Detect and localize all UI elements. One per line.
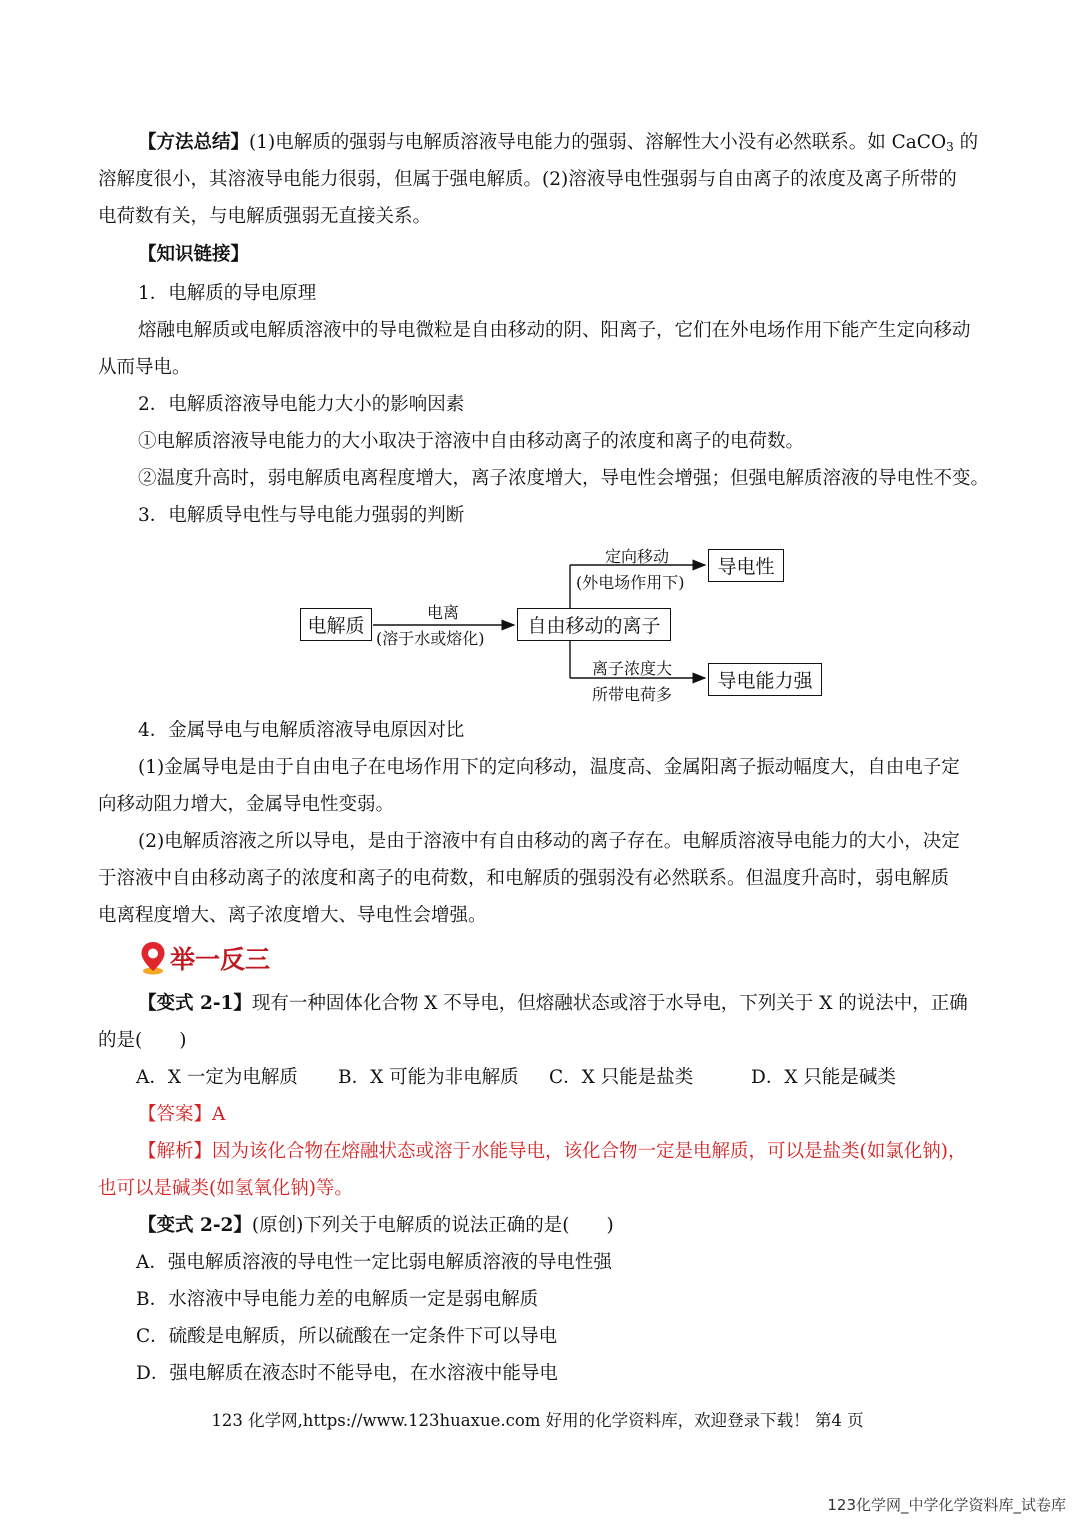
variant-2-1-analysis-2: 也可以是碱类(如氢氧化钠)等。 xyxy=(98,1178,353,1199)
arrow1-top-label: 电离 xyxy=(427,603,460,622)
electrolyte-box: 电解质 xyxy=(300,608,372,641)
knowledge-section-1-text-1: 熔融电解质或电解质溶液中的导电微粒是自由移动的阴、阳离子，它们在外电场作用下能产生定向移动 xyxy=(138,320,971,341)
variant-2-1-question-line-1 xyxy=(138,992,968,1016)
lower-bottom-label: 所带电荷多 xyxy=(592,685,673,704)
conduction-flow-diagram xyxy=(300,540,830,710)
variant-2-2-option-b: B．水溶液中导电能力差的电解质一定是弱电解质 xyxy=(136,1289,539,1310)
method-summary-tag: 【方法总结】 xyxy=(138,132,250,153)
free-ions-box: 自由移动的离子 xyxy=(517,608,671,641)
variant-2-1-option-a: A．X 一定为电解质 xyxy=(136,1067,298,1088)
variant-2-1-question-line-2: 的是( ) xyxy=(98,1030,187,1051)
method-summary-line-3: 电荷数有关，与电解质强弱无直接关系。 xyxy=(98,206,432,227)
caco3-subscript: 3 xyxy=(946,140,954,154)
variant-2-1-option-d: D．X 只能是碱类 xyxy=(751,1067,896,1088)
conductive-ability-box: 导电能力强 xyxy=(708,663,822,696)
knowledge-section-2-item-1: ①电解质溶液导电能力的大小取决于溶液中自由移动离子的浓度和离子的电荷数。 xyxy=(138,431,805,452)
knowledge-section-4-text-2: 向移动阻力增大，金属导电性变弱。 xyxy=(98,794,395,815)
variant-2-2-question xyxy=(138,1214,614,1238)
variant-2-1-option-c: C．X 只能是盐类 xyxy=(549,1067,694,1088)
knowledge-section-4-text-3: (2)电解质溶液之所以导电，是由于溶液中有自由移动的离子存在。电解质溶液导电能力的大小，决定 xyxy=(138,831,960,852)
variant-2-1-option-b: B．X 可能为非电解质 xyxy=(338,1067,519,1088)
knowledge-section-4-text-5: 电离程度增大、离子浓度增大、导电性会增强。 xyxy=(98,905,487,926)
method-summary-text-1: (1)电解质的强弱与电解质溶液导电能力的强弱、溶解性大小没有必然联系。如 CaCO xyxy=(249,132,947,153)
conductivity-box: 导电性 xyxy=(708,549,784,582)
variant-2-2-question-text: (原创)下列关于电解质的说法正确的是( ) xyxy=(251,1215,614,1236)
site-watermark: 123化学网_中学化学资料库_试卷库 xyxy=(827,1496,1066,1514)
upper-bottom-label: (外电场作用下) xyxy=(576,573,685,592)
method-summary-line-1 xyxy=(138,131,978,159)
knowledge-section-2-item-2: ②温度升高时，弱电解质电离程度增大，离子浓度增大，导电性会增强；但强电解质溶液的导电性不变。 xyxy=(138,468,990,489)
arrow1-bottom-label: (溶于水或熔化) xyxy=(376,629,485,648)
knowledge-link-tag: 【知识链接】 xyxy=(138,244,250,265)
page-footer: 123 化学网,https://www.123huaxue.com 好用的化学资料库，欢迎登录下载！ 第4 页 xyxy=(211,1411,864,1430)
section-heading xyxy=(140,940,270,976)
knowledge-section-4-text-1: (1)金属导电是由于自由电子在电场作用下的定向移动，温度高、金属阳离子振动幅度大，自由电子定 xyxy=(138,757,960,778)
variant-2-1-answer: 【答案】A xyxy=(138,1104,226,1125)
knowledge-section-1-text-2: 从而导电。 xyxy=(98,357,191,378)
variant-2-2-option-d: D．强电解质在液态时不能导电，在水溶液中能导电 xyxy=(136,1363,558,1384)
method-summary-line-2: 溶解度很小，其溶液导电能力很弱，但属于强电解质。(2)溶液导电性强弱与自由离子的浓度及离子所带的 xyxy=(98,169,957,190)
variant-2-2-tag: 【变式 2-2】 xyxy=(138,1215,252,1236)
location-pin-icon xyxy=(140,941,166,975)
lower-top-label: 离子浓度大 xyxy=(592,659,673,678)
variant-2-1-question-text: 现有一种固体化合物 X 不导电，但熔融状态或溶于水导电，下列关于 X 的说法中，正确 xyxy=(251,993,968,1014)
knowledge-section-4-title: 4．金属导电与电解质溶液导电原因对比 xyxy=(138,720,465,741)
knowledge-section-2-title: 2．电解质溶液导电能力大小的影响因素 xyxy=(138,394,465,415)
variant-2-2-option-a: A．强电解质溶液的导电性一定比弱电解质溶液的导电性强 xyxy=(136,1252,612,1273)
knowledge-section-4-text-4: 于溶液中自由移动离子的浓度和离子的电荷数，和电解质的强弱没有必然联系。但温度升高时，弱电解质 xyxy=(98,868,950,889)
upper-top-label: 定向移动 xyxy=(605,547,670,566)
knowledge-section-3-title: 3．电解质导电性与导电能力强弱的判断 xyxy=(138,505,465,526)
section-heading-text: 举一反三 xyxy=(170,945,271,974)
knowledge-section-1-title: 1．电解质的导电原理 xyxy=(138,283,317,304)
method-summary-text-1b: 的 xyxy=(953,132,979,153)
variant-2-1-tag: 【变式 2-1】 xyxy=(138,993,252,1014)
variant-2-1-analysis-1: 【解析】因为该化合物在熔融状态或溶于水能导电，该化合物一定是电解质，可以是盐类(如氯化钠)， xyxy=(138,1141,967,1162)
variant-2-2-option-c: C．硫酸是电解质，所以硫酸在一定条件下可以导电 xyxy=(136,1326,558,1347)
